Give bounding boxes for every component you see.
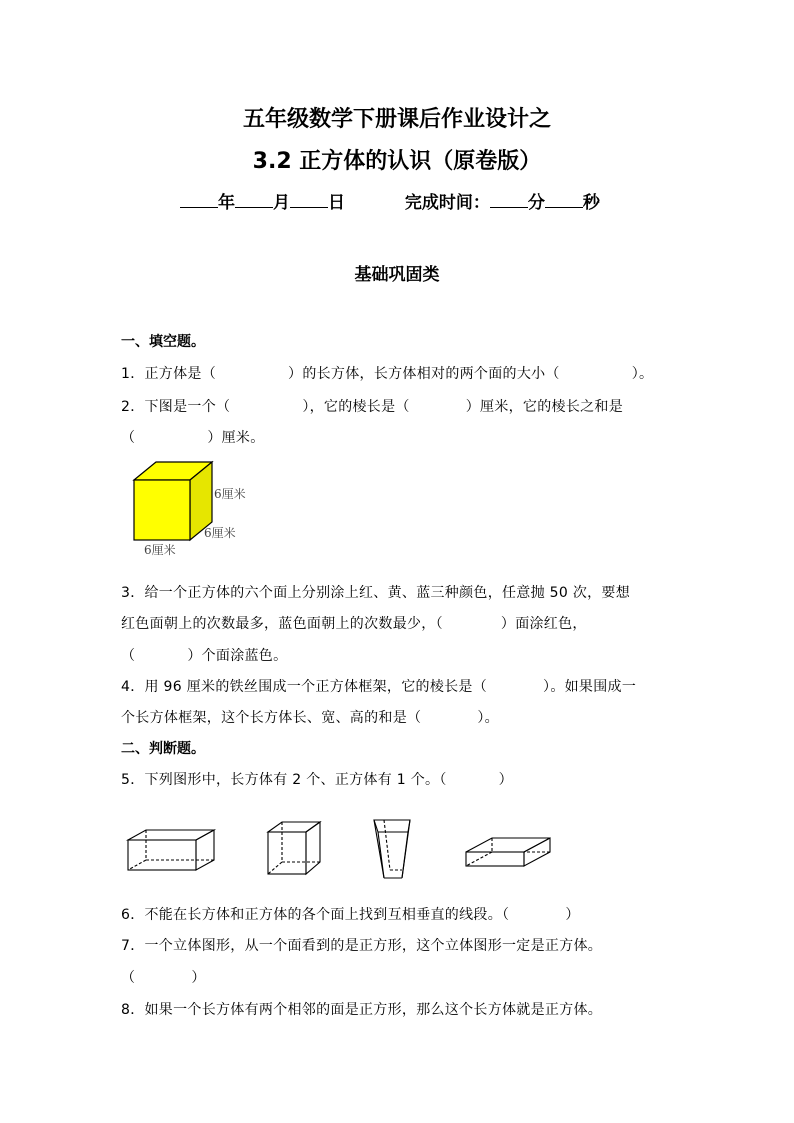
page-title: 五年级数学下册课后作业设计之 <box>242 107 551 132</box>
year-label: 年 <box>218 193 235 213</box>
second-blank[interactable] <box>545 191 583 208</box>
label-bottom: 6厘米 <box>144 543 176 557</box>
month-blank[interactable] <box>235 191 273 208</box>
question-3-cont: 红色面朝上的次数最多，蓝色面朝上的次数最少，（ ）面涂红色， <box>121 616 587 632</box>
question-5: 5．下列图形中，长方体有 2 个、正方体有 1 个。（ ） <box>121 772 513 788</box>
page-subtitle: 3.2 正方体的认识（原卷版） <box>252 149 542 174</box>
label-depth: 6厘米 <box>204 526 236 540</box>
cube-figure <box>128 458 268 560</box>
question-4-cont: 个长方体框架，这个长方体长、宽、高的和是（ ）。 <box>121 710 499 726</box>
question-2: 2．下图是一个（ ），它的棱长是（ ）厘米，它的棱长之和是 <box>121 399 624 415</box>
question-3-cont2: （ ）个面涂蓝色。 <box>121 648 288 664</box>
solids-figure <box>120 814 560 888</box>
cube-front-face <box>134 480 190 540</box>
part1-heading: 一、填空题。 <box>121 334 205 350</box>
year-blank[interactable] <box>180 191 218 208</box>
question-6: 6．不能在长方体和正方体的各个面上找到互相垂直的线段。（ ） <box>121 907 580 923</box>
solid-2-cube <box>268 822 320 874</box>
minute-blank[interactable] <box>490 191 528 208</box>
day-blank[interactable] <box>290 191 328 208</box>
solid-1-cuboid <box>128 830 214 870</box>
question-1: 1．正方体是（ ）的长方体，长方体相对的两个面的大小（ ）。 <box>121 366 654 382</box>
date-line <box>180 188 600 213</box>
day-label: 日 <box>328 193 345 213</box>
question-8: 8．如果一个长方体有两个相邻的面是正方形，那么这个长方体就是正方体。 <box>121 1002 603 1018</box>
solid-4-long-cuboid <box>466 838 550 866</box>
solid-3-prism <box>374 820 410 878</box>
question-3: 3．给一个正方体的六个面上分别涂上红、黄、蓝三种颜色，任意抛 50 次，要想 <box>121 585 631 601</box>
question-7: 7．一个立体图形，从一个面看到的是正方形，这个立体图形一定是正方体。 <box>121 938 603 954</box>
section-heading: 基础巩固类 <box>354 265 440 285</box>
question-2-cont: （ ）厘米。 <box>121 430 265 446</box>
label-right: 6厘米 <box>214 487 246 501</box>
minute-label: 分 <box>527 193 545 213</box>
part2-heading: 二、判断题。 <box>121 741 205 757</box>
time-label: 完成时间： <box>404 193 490 213</box>
question-4: 4．用 96 厘米的铁丝围成一个正方体框架，它的棱长是（ ）。如果围成一 <box>121 679 637 695</box>
month-label: 月 <box>273 193 290 213</box>
second-label: 秒 <box>582 193 600 213</box>
question-7-cont: （ ） <box>121 970 206 986</box>
